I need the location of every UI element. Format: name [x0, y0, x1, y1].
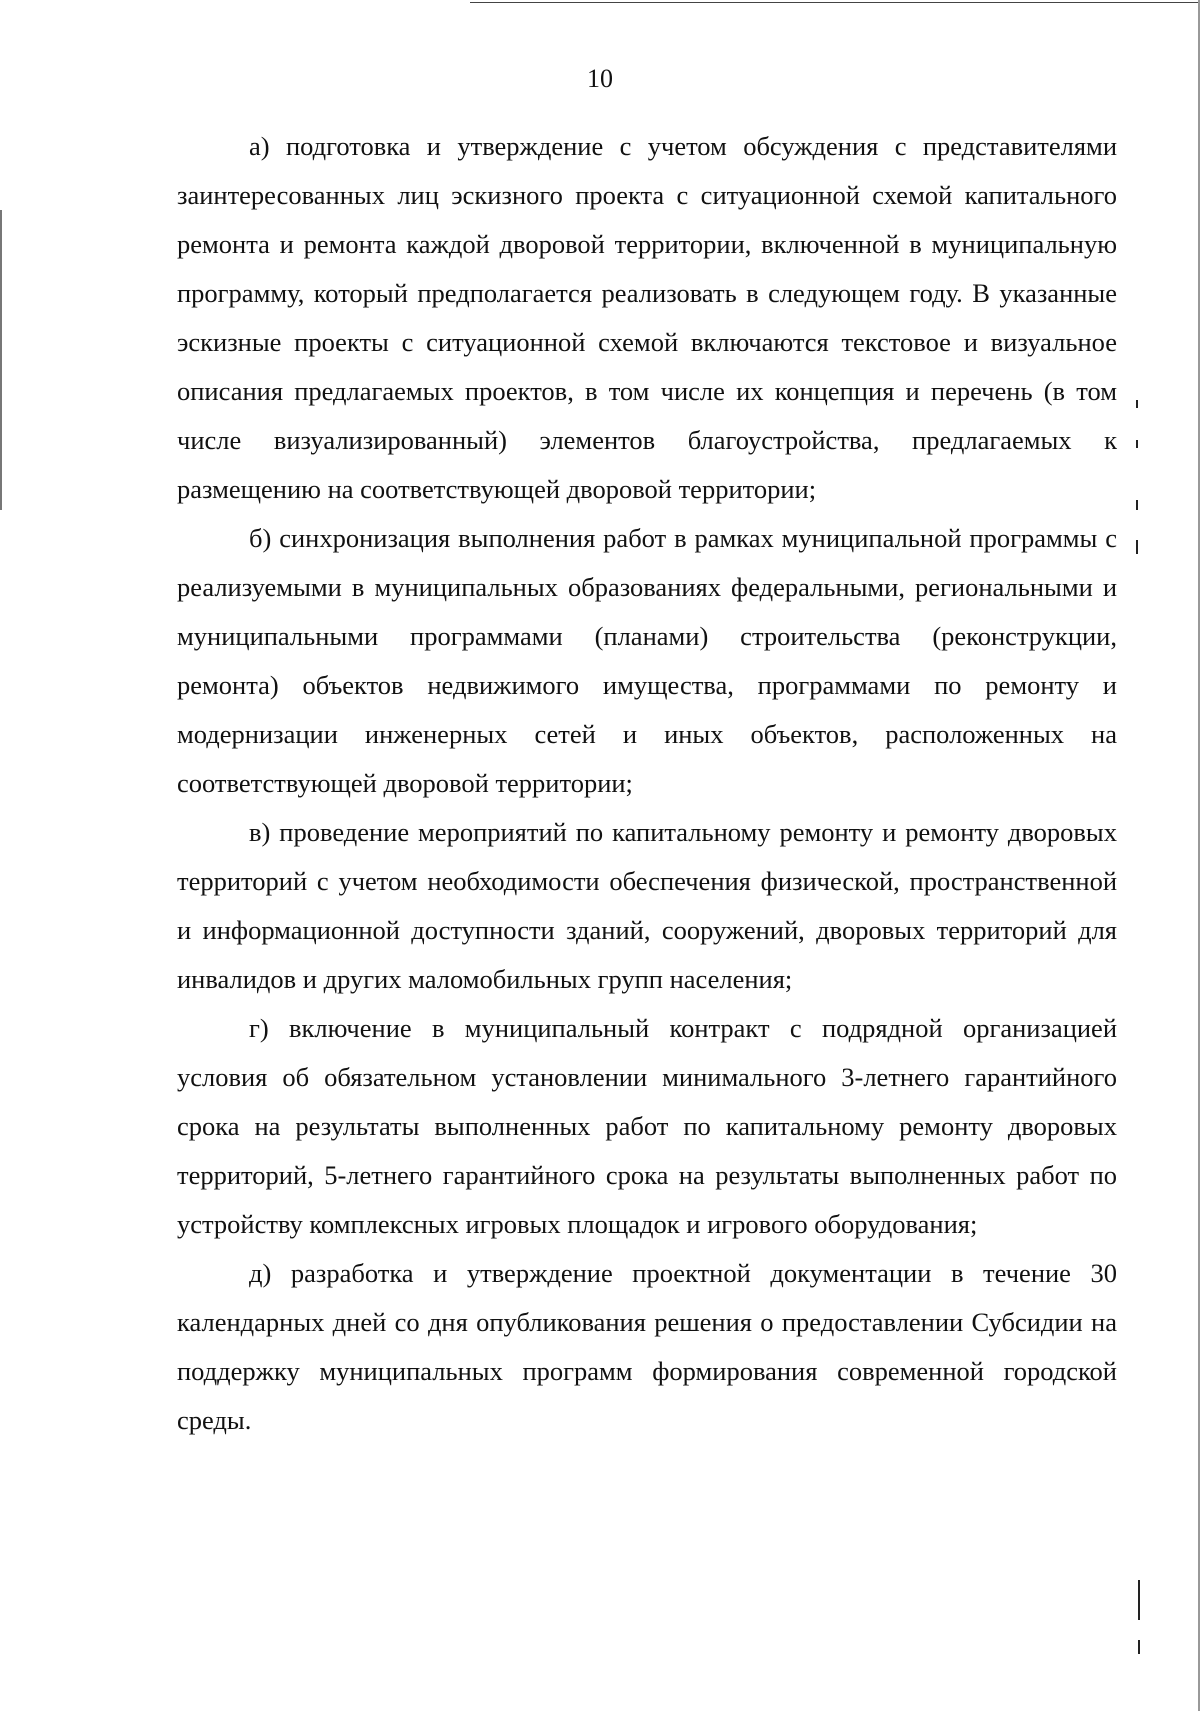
scan-top-edge	[470, 2, 1200, 3]
document-body	[177, 122, 1117, 1445]
paragraph-a: а) подготовка и утверждение с учетом обсуждения с представителями заинтересованных лиц эскизного проекта с ситуационной схемой капитального ремонта и ремонта каждой дворовой территории, включенной в муниципальную программу, который предполагается реализовать в следующем году. В указанные эскизные проекты с ситуационной схемой включаются текстовое и визуальное описания предлагаемых проектов, в том числе их концепция и перечень (в том числе визуализированный) элементов благоустройства, предлагаемых к размещению на соответствующей дворовой территории;	[177, 131, 1117, 504]
scan-artifact	[1136, 500, 1138, 510]
scan-artifact	[1138, 1640, 1140, 1654]
scan-left-edge	[0, 210, 2, 510]
paragraph-v: в) проведение мероприятий по капитальному ремонту и ремонту дворовых территорий с учетом необходимости обеспечения физической, пространственной и информационной доступности зданий, сооружений, дворовых территорий для инвалидов и других маломобильных групп населения;	[177, 817, 1117, 994]
paragraph-d: д) разработка и утверждение проектной документации в течение 30 календарных дней со дня опубликования решения о предоставлении Субсидии на поддержку муниципальных программ формирования современной городской среды.	[177, 1258, 1117, 1435]
page-number: 10	[587, 64, 613, 93]
scan-artifact	[1136, 540, 1138, 554]
scan-artifact	[1136, 400, 1138, 408]
scan-artifact	[1138, 1580, 1140, 1620]
paragraph-g: г) включение в муниципальный контракт с подрядной организацией условия об обязательном установлении минимального 3-летнего гарантийного срока на результаты выполненных работ по капитальному ремонту дворовых территорий, 5-летнего гарантийного срока на результаты выполненных работ по устройству комплексных игровых площадок и игрового оборудования;	[177, 1013, 1117, 1239]
paragraph-b: б) синхронизация выполнения работ в рамках муниципальной программы с реализуемыми в муниципальных образованиях федеральными, региональными и муниципальными программами (планами) строительства (реконструкции, ремонта) объектов недвижимого имущества, программами по ремонту и модернизации инженерных сетей и иных объектов, расположенных на соответствующей дворовой территории;	[177, 523, 1117, 798]
scan-artifact	[1136, 440, 1138, 448]
